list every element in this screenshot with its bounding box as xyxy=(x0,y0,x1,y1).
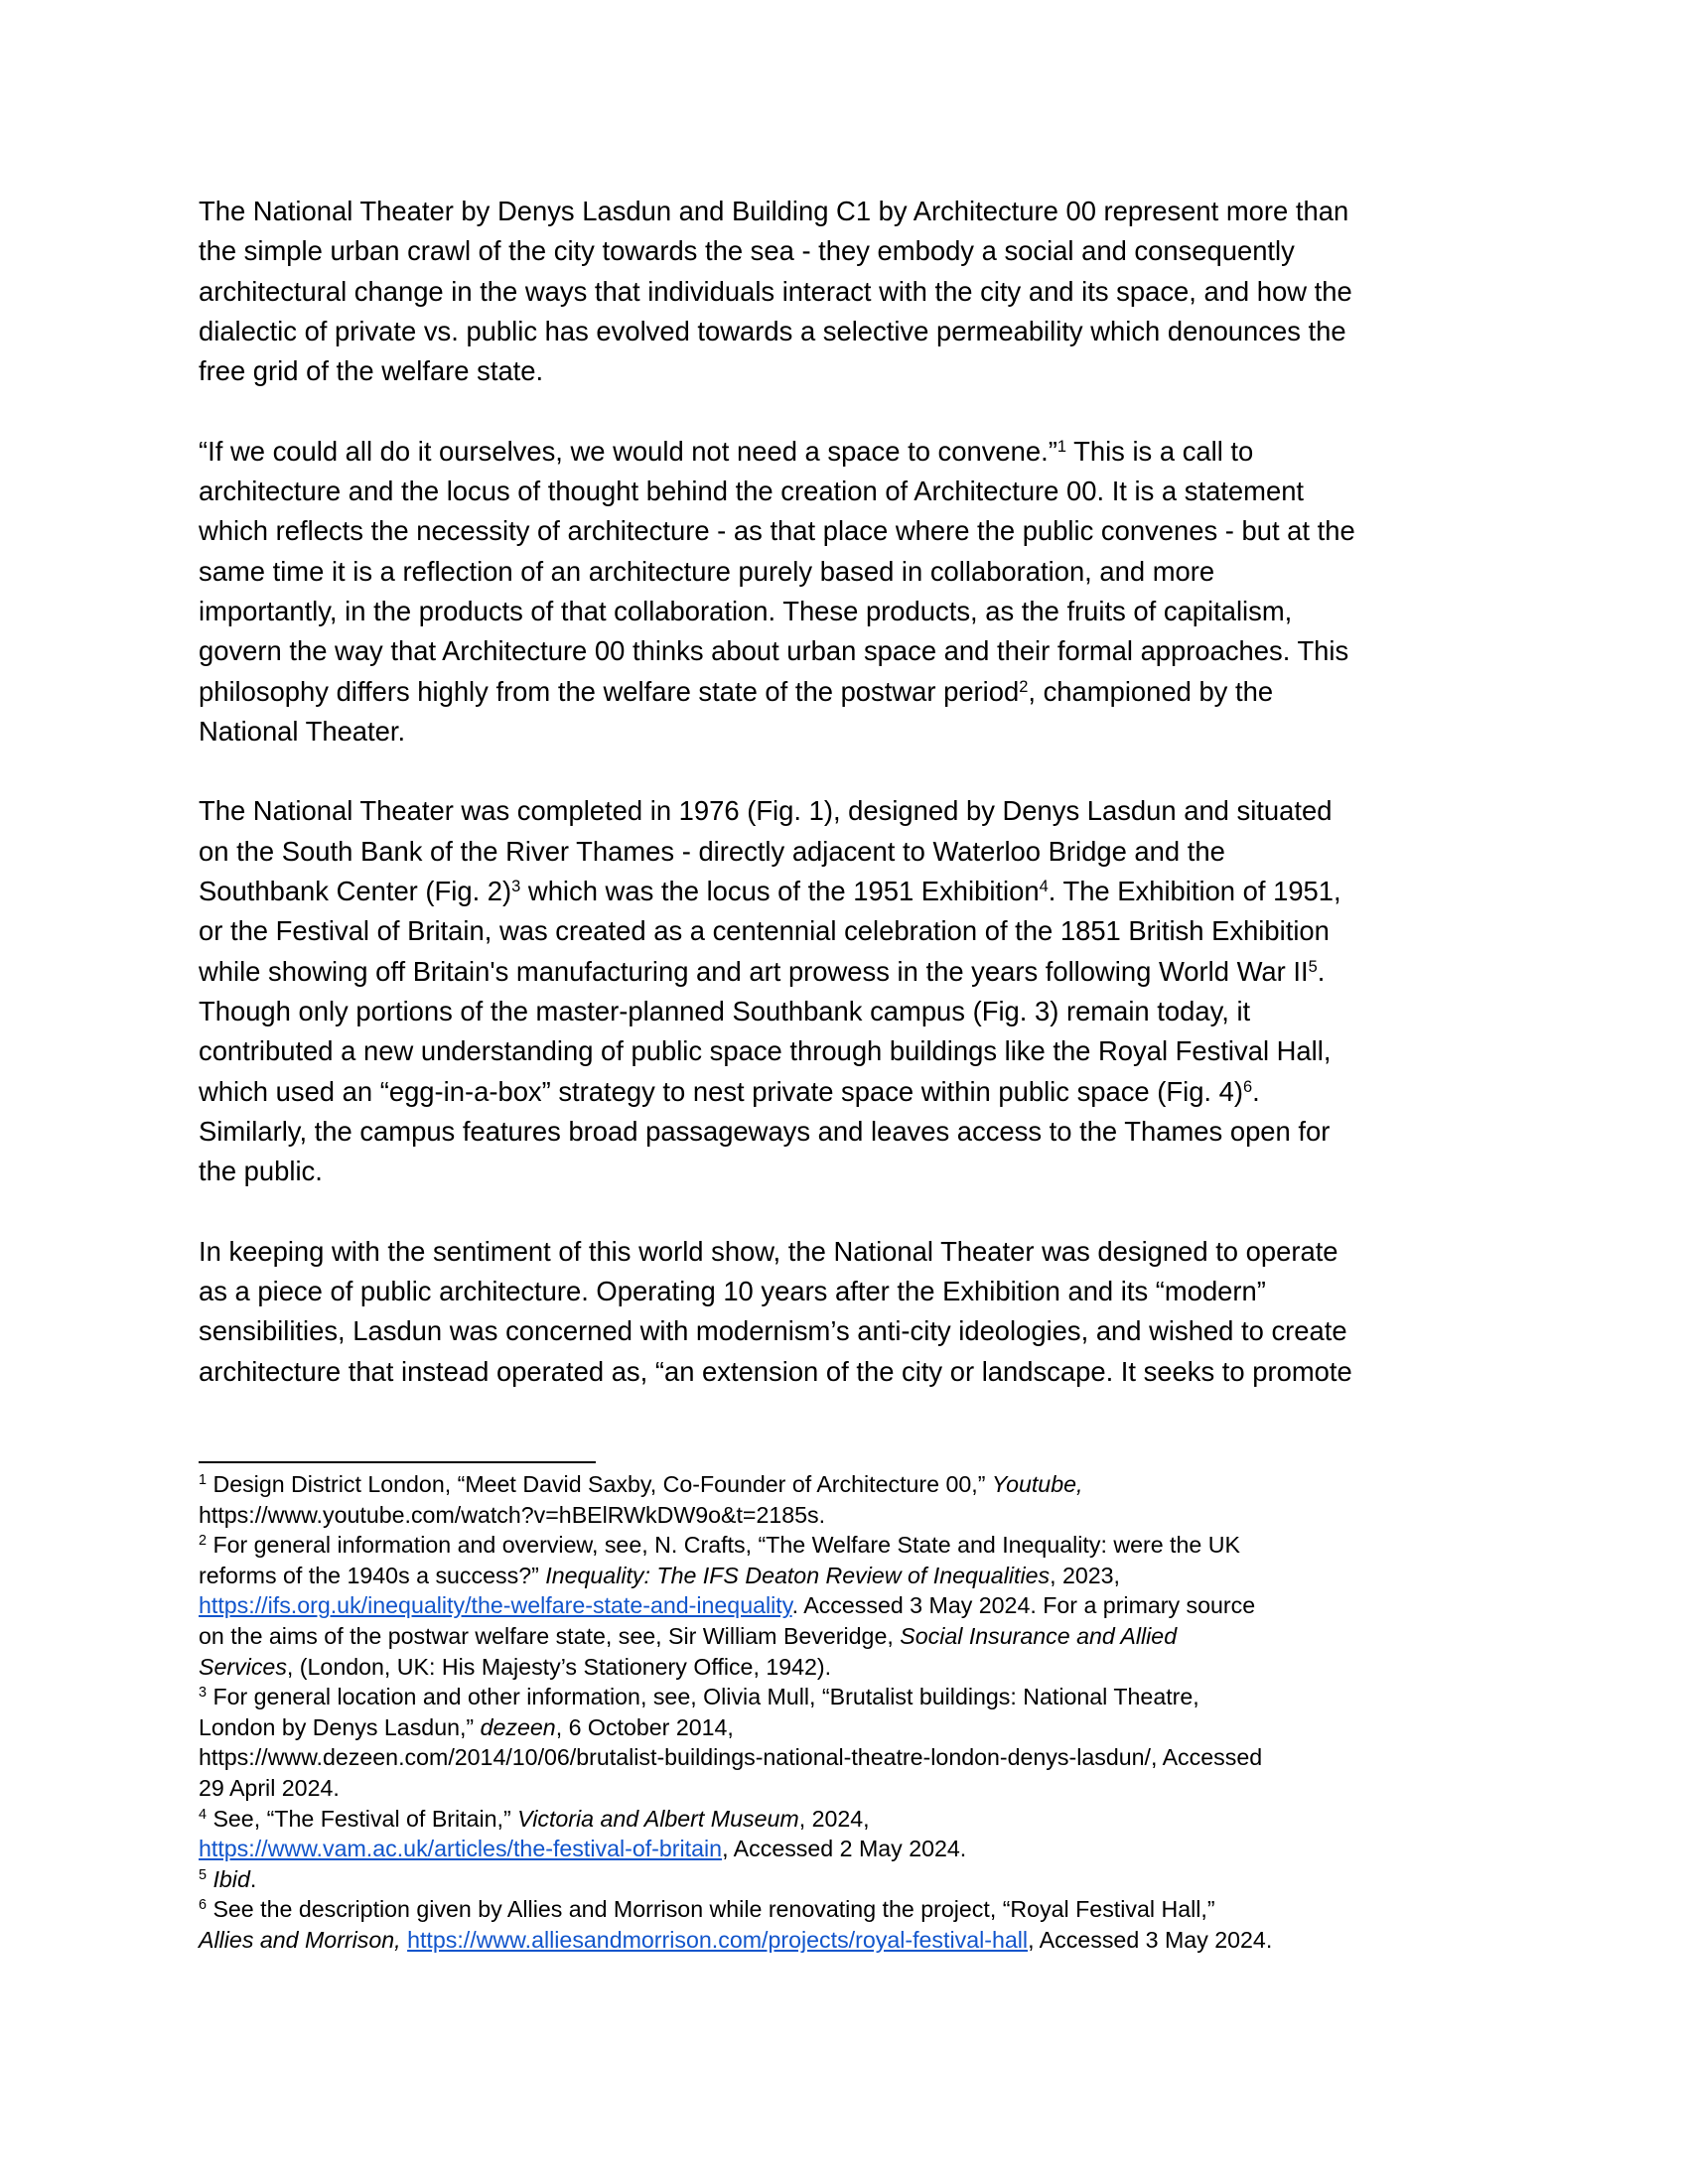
footnote-reference[interactable]: 4 xyxy=(1039,878,1049,896)
text-run: philosophy differs highly from the welfare state of the postwar period xyxy=(199,675,1020,707)
footnote-line xyxy=(199,1894,1509,1925)
text-run: which was the locus of the 1951 Exhibition xyxy=(520,876,1040,907)
text-run: https://www.youtube.com/watch?v=hBElRWkDW9o&t=2185s. xyxy=(199,1501,826,1528)
text-line xyxy=(199,312,1509,351)
italic-text: Inequality: The IFS Deaton Review of Inequalities xyxy=(545,1562,1051,1588)
footnote-reference[interactable]: 1 xyxy=(199,1472,207,1489)
italic-text: Youtube, xyxy=(991,1471,1083,1497)
text-run: Southbank Center (Fig. 2) xyxy=(199,876,512,907)
text-line xyxy=(199,231,1509,271)
text-line xyxy=(199,791,1509,831)
text-run: See, “The Festival of Britain,” xyxy=(207,1805,518,1832)
text-run: dialectic of private vs. public has evolved towards a selective permeability which denounces the xyxy=(199,315,1346,346)
footnote-line xyxy=(199,1561,1509,1591)
text-line xyxy=(199,832,1509,872)
footnote-line xyxy=(199,1682,1509,1712)
text-run: , 2024, xyxy=(798,1805,870,1832)
text-run: . xyxy=(1317,955,1326,987)
paragraph-spacer xyxy=(199,751,1509,791)
text-run: In keeping with the sentiment of this world show, the National Theater was designed to operate xyxy=(199,1235,1338,1267)
text-run: on the aims of the postwar welfare state, see, Sir William Beveridge, xyxy=(199,1622,901,1649)
text-line xyxy=(199,1232,1509,1272)
paragraph xyxy=(199,192,1509,391)
text-run: . xyxy=(1252,1075,1260,1107)
text-run: For general location and other information, see, Olivia Mull, “Brutalist buildings: National Theatre, xyxy=(207,1684,1199,1710)
footnote-reference[interactable]: 5 xyxy=(1308,957,1318,976)
footnote-reference[interactable]: 1 xyxy=(1056,437,1066,456)
text-line xyxy=(199,592,1509,631)
text-run: 29 April 2024. xyxy=(199,1774,340,1801)
text-line xyxy=(199,712,1509,751)
footnote-line xyxy=(199,1530,1509,1561)
text-run: architectural change in the ways that individuals interact with the city and its space, and how the xyxy=(199,275,1352,307)
text-run: For general information and overview, see, N. Crafts, “The Welfare State and Inequality: were the UK xyxy=(207,1532,1240,1559)
text-run: sensibilities, Lasdun was concerned with modernism’s anti-city ideologies, and wished to create xyxy=(199,1315,1347,1347)
text-run: Similarly, the campus features broad passageways and leaves access to the Thames open for xyxy=(199,1115,1331,1147)
text-run: while showing off Britain's manufacturing and art prowess in the years following World War II xyxy=(199,955,1309,987)
paragraph xyxy=(199,1232,1509,1392)
footnote-line xyxy=(199,1773,1509,1804)
text-run: govern the way that Architecture 00 thinks about urban space and their formal approaches. This xyxy=(199,635,1349,667)
text-line xyxy=(199,952,1509,992)
text-line xyxy=(199,432,1509,472)
footnote-line xyxy=(199,1469,1509,1500)
text-run: as a piece of public architecture. Operating 10 years after the Exhibition and its “modern” xyxy=(199,1276,1266,1307)
text-run: . Accessed 3 May 2024. For a primary source xyxy=(791,1592,1256,1619)
text-run: . xyxy=(249,1865,257,1892)
text-run: The National Theater by Denys Lasdun and Building C1 by Architecture 00 represent more than xyxy=(199,196,1349,226)
italic-text: Allies and Morrison, xyxy=(199,1926,401,1953)
text-run: , championed by the xyxy=(1028,675,1274,707)
footnote-reference[interactable]: 6 xyxy=(1243,1077,1253,1096)
italic-text: Services xyxy=(199,1653,287,1680)
text-line xyxy=(199,672,1509,712)
text-line xyxy=(199,1352,1509,1392)
text-line xyxy=(199,1112,1509,1152)
text-run: This is a call to xyxy=(1065,435,1254,467)
text-line xyxy=(199,272,1509,312)
footnote-line xyxy=(199,1500,1509,1531)
italic-text: Victoria and Albert Museum xyxy=(517,1805,799,1832)
text-line xyxy=(199,911,1509,951)
text-run: Design District London, “Meet David Saxby, Co-Founder of Architecture 00,” xyxy=(207,1471,992,1497)
text-run: reforms of the 1940s a success?” xyxy=(199,1562,546,1588)
footnote-reference[interactable]: 5 xyxy=(199,1866,207,1883)
text-line xyxy=(199,1152,1509,1191)
hyperlink[interactable]: https://www.vam.ac.uk/articles/the-festival-of-britain xyxy=(199,1836,723,1862)
paragraph-spacer xyxy=(199,1191,1509,1231)
text-run: , (London, UK: His Majesty’s Stationery Office, 1942). xyxy=(286,1653,832,1680)
text-run: or the Festival of Britain, was created as a centennial celebration of the 1851 British Exhibition xyxy=(199,915,1330,947)
footnote-line xyxy=(199,1590,1509,1621)
italic-text: Ibid xyxy=(212,1865,250,1892)
text-run: Though only portions of the master-planned Southbank campus (Fig. 3) remain today, it xyxy=(199,995,1251,1026)
hyperlink[interactable]: https://www.alliesandmorrison.com/projects/royal-festival-hall xyxy=(407,1926,1029,1953)
text-line xyxy=(199,472,1509,511)
hyperlink[interactable]: https://ifs.org.uk/inequality/the-welfare-state-and-inequality xyxy=(199,1592,792,1619)
paragraph-spacer xyxy=(199,391,1509,431)
footnote-reference[interactable]: 3 xyxy=(199,1685,207,1702)
text-line xyxy=(199,631,1509,671)
text-run: , Accessed 3 May 2024. xyxy=(1028,1926,1273,1953)
text-line xyxy=(199,351,1509,391)
text-line xyxy=(199,1072,1509,1112)
text-line xyxy=(199,1272,1509,1311)
text-run: , 6 October 2014, xyxy=(555,1713,734,1740)
text-run: The National Theater was completed in 1976 (Fig. 1), designed by Denys Lasdun and situated xyxy=(199,795,1333,827)
text-run: . The Exhibition of 1951, xyxy=(1048,876,1341,907)
text-run: the simple urban crawl of the city towards the sea - they embody a social and consequently xyxy=(199,235,1295,267)
footnote-line xyxy=(199,1804,1509,1835)
footnote-line xyxy=(199,1925,1509,1956)
text-run: the public. xyxy=(199,1156,323,1187)
footnote-separator xyxy=(199,1461,596,1463)
text-run: London by Denys Lasdun,” xyxy=(199,1713,481,1740)
text-run: which reflects the necessity of architecture - as that place where the public convenes - but at the xyxy=(199,515,1355,547)
text-run: , 2023, xyxy=(1050,1562,1121,1588)
text-line xyxy=(199,192,1509,231)
text-run: on the South Bank of the River Thames - directly adjacent to Waterloo Bridge and the xyxy=(199,835,1225,867)
body-text xyxy=(199,192,1509,1392)
paragraph xyxy=(199,432,1509,751)
italic-text: dezeen xyxy=(480,1713,556,1740)
text-run: See the description given by Allies and Morrison while renovating the project, “Royal Festival Hall,” xyxy=(207,1896,1215,1923)
footnote-line xyxy=(199,1864,1509,1895)
footnote-reference[interactable]: 2 xyxy=(1019,677,1029,696)
italic-text: Social Insurance and Allied xyxy=(900,1622,1178,1649)
footnote-line xyxy=(199,1742,1509,1773)
footnote-reference[interactable]: 6 xyxy=(199,1897,207,1914)
text-run: contributed a new understanding of public space through buildings like the Royal Festival Hall, xyxy=(199,1035,1332,1067)
paragraph xyxy=(199,791,1509,1191)
footnote-line xyxy=(199,1652,1509,1683)
footnotes xyxy=(199,1469,1509,1956)
footnote-line xyxy=(199,1621,1509,1652)
footnote-reference[interactable]: 3 xyxy=(511,878,521,896)
text-line xyxy=(199,872,1509,911)
text-run: importantly, in the products of that collaboration. These products, as the fruits of capitalism, xyxy=(199,595,1293,626)
text-run: architecture and the locus of thought behind the creation of Architecture 00. It is a statement xyxy=(199,476,1305,507)
text-run: “If we could all do it ourselves, we would not need a space to convene.” xyxy=(199,435,1057,467)
text-line xyxy=(199,552,1509,592)
text-run: , Accessed 2 May 2024. xyxy=(722,1836,967,1862)
text-run: free grid of the welfare state. xyxy=(199,355,544,387)
footnote-line xyxy=(199,1834,1509,1864)
text-run: architecture that instead operated as, “an extension of the city or landscape. It seeks to promote xyxy=(199,1355,1352,1387)
text-line xyxy=(199,1031,1509,1071)
footnote-reference[interactable]: 4 xyxy=(199,1806,207,1823)
footnote-reference[interactable]: 2 xyxy=(199,1533,207,1550)
text-run: National Theater. xyxy=(199,715,406,747)
text-line xyxy=(199,511,1509,551)
text-line xyxy=(199,1311,1509,1351)
text-run: https://www.dezeen.com/2014/10/06/brutalist-buildings-national-theatre-london-denys-lasdun/, Accessed xyxy=(199,1744,1263,1771)
text-run: same time it is a reflection of an architecture purely based in collaboration, and more xyxy=(199,555,1215,587)
text-line xyxy=(199,992,1509,1031)
text-run: which used an “egg-in-a-box” strategy to nest private space within public space (Fig. 4) xyxy=(199,1075,1244,1107)
footnote-line xyxy=(199,1712,1509,1743)
